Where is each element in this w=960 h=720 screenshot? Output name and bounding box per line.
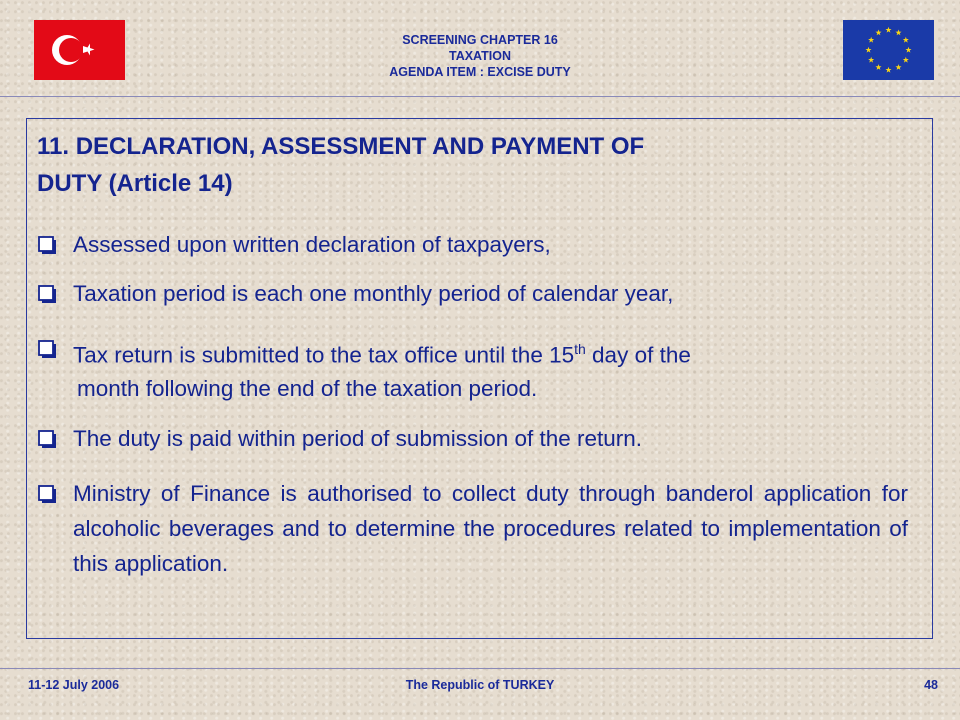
header-line-2: TAXATION [448, 49, 512, 63]
bullet-3-part1: Tax return is submitted to the tax office until the 15 [73, 342, 575, 368]
eu-stars-icon [843, 20, 934, 80]
eu-star-icon [903, 37, 909, 43]
bullet-3-line2: month following the end of the taxation period. [77, 376, 538, 401]
checkbox-bullet-icon [37, 484, 59, 506]
bullet-1-text: Assessed upon written declaration of taxpayers, [73, 232, 551, 257]
checkbox-bullet-icon [37, 429, 59, 451]
eu-star-icon [895, 29, 901, 35]
checkbox-bullet-icon [37, 339, 59, 361]
bullet-3-text [73, 333, 691, 372]
eu-star-icon [865, 47, 871, 53]
footer-page-number: 48 [924, 678, 938, 692]
footer-date: 11-12 July 2006 [28, 678, 120, 692]
title-line-2: DUTY (Article 14) [37, 170, 233, 197]
header-line-3: AGENDA ITEM : EXCISE DUTY [389, 65, 571, 79]
eu-star-icon [895, 64, 901, 70]
footer-center: The Republic of TURKEY [405, 678, 555, 692]
bullet-3-part2: day of the [585, 342, 691, 368]
crescent-star-icon [34, 20, 125, 80]
eu-star-icon [903, 57, 909, 63]
eu-star-icon [868, 37, 874, 43]
slide-header [300, 32, 660, 80]
bullet-2-text: Taxation period is each one monthly period of calendar year, [73, 281, 674, 306]
header-divider [0, 96, 960, 97]
eu-star-icon [885, 27, 891, 33]
header-line-1: SCREENING CHAPTER 16 [402, 33, 558, 47]
bullet-5-text: Ministry of Finance is authorised to collect duty through banderol application for alcoholic beverages and to determine the procedures related to implementation of this application. [73, 481, 908, 576]
eu-star-icon [885, 67, 891, 73]
footer-divider [0, 668, 960, 669]
checkbox-bullet-icon [37, 284, 59, 306]
eu-star-icon [875, 29, 881, 35]
slide-title [37, 128, 897, 202]
bullet-4-text: The duty is paid within period of submission of the return. [73, 426, 643, 451]
checkbox-bullet-icon [37, 235, 59, 257]
eu-flag [843, 20, 934, 80]
turkey-flag [34, 20, 125, 80]
eu-star-icon [875, 64, 881, 70]
bullet-3-sup: th [574, 341, 586, 357]
title-line-1: 11. DECLARATION, ASSESSMENT AND PAYMENT OF [37, 133, 645, 160]
eu-star-icon [905, 47, 911, 53]
eu-star-icon [868, 57, 874, 63]
